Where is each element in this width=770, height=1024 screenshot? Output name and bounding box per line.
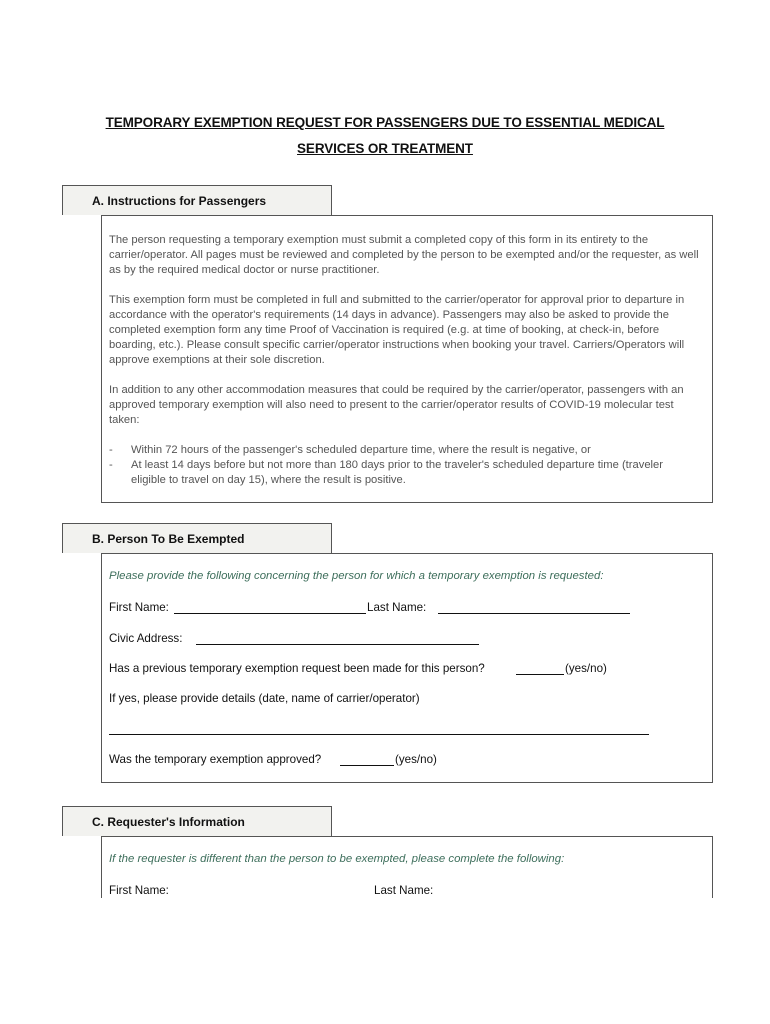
previous-request-label: Has a previous temporary exemption request been made for this person? <box>109 662 485 675</box>
previous-request-suffix: (yes/no) <box>565 662 607 675</box>
bullet-marker: - <box>109 459 113 471</box>
approved-field[interactable] <box>340 765 394 766</box>
last-name-label: Last Name: <box>367 601 427 614</box>
section-b-note: Please provide the following concerning the person for which a temporary exemption is requested: <box>109 570 604 582</box>
approved-label: Was the temporary exemption approved? <box>109 753 322 766</box>
document-title-line-2: SERVICES OR TREATMENT <box>297 141 473 156</box>
section-b-heading: B. Person To Be Exempted <box>62 523 332 553</box>
page-bottom-margin <box>0 898 770 1024</box>
civic-address-label: Civic Address: <box>109 632 183 645</box>
section-c-note: If the requester is different than the person to be exempted, please complete the following: <box>109 853 565 865</box>
section-a-heading: A. Instructions for Passengers <box>62 185 332 215</box>
previous-request-field[interactable] <box>516 674 564 675</box>
requester-last-name-label: Last Name: <box>374 884 434 897</box>
bullet-marker: - <box>109 444 113 456</box>
details-field[interactable] <box>109 734 649 735</box>
bullet-text: At least 14 days before but not more than 180 days prior to the traveler's scheduled departure time (traveler eligible to travel on day 15), where the result is positive. <box>131 459 663 486</box>
instructions-paragraph-3: In addition to any other accommodation measures that could be required by the carrier/operator, passengers with an approved temporary exemption will also need to present to the carrier/operator results of COVID-19 molecular test taken: <box>109 384 684 426</box>
instructions-paragraph-1: The person requesting a temporary exemption must submit a completed copy of this form in its entirety to the carrier/operator. All pages must be reviewed and completed by the person to be exempted and/or the requester, as well as by the required medical doctor or nurse practitioner. <box>109 234 699 276</box>
section-c-heading: C. Requester's Information <box>62 806 332 836</box>
approved-suffix: (yes/no) <box>395 753 437 766</box>
first-name-field[interactable] <box>174 613 366 614</box>
bullet-text: Within 72 hours of the passenger's scheduled departure time, where the result is negative, or <box>131 444 591 456</box>
civic-address-field[interactable] <box>196 644 479 645</box>
document-title-line-1: TEMPORARY EXEMPTION REQUEST FOR PASSENGERS DUE TO ESSENTIAL MEDICAL <box>105 115 665 130</box>
first-name-label: First Name: <box>109 601 169 614</box>
requester-first-name-label: First Name: <box>109 884 169 897</box>
instructions-paragraph-2: This exemption form must be completed in full and submitted to the carrier/operator for approval prior to departure in accordance with the operator's requirements (14 days in advance). Passengers may also be asked to provide the completed exemption form any time Proof of Vaccination is required (e.g. at time of booking, at check-in, before boarding, etc.). Please consult specific carrier/operator instructions when booking your travel. Carriers/Operators will approve exemptions at their sole discretion. <box>109 294 685 366</box>
details-label: If yes, please provide details (date, name of carrier/operator) <box>109 692 420 705</box>
last-name-field[interactable] <box>438 613 630 614</box>
